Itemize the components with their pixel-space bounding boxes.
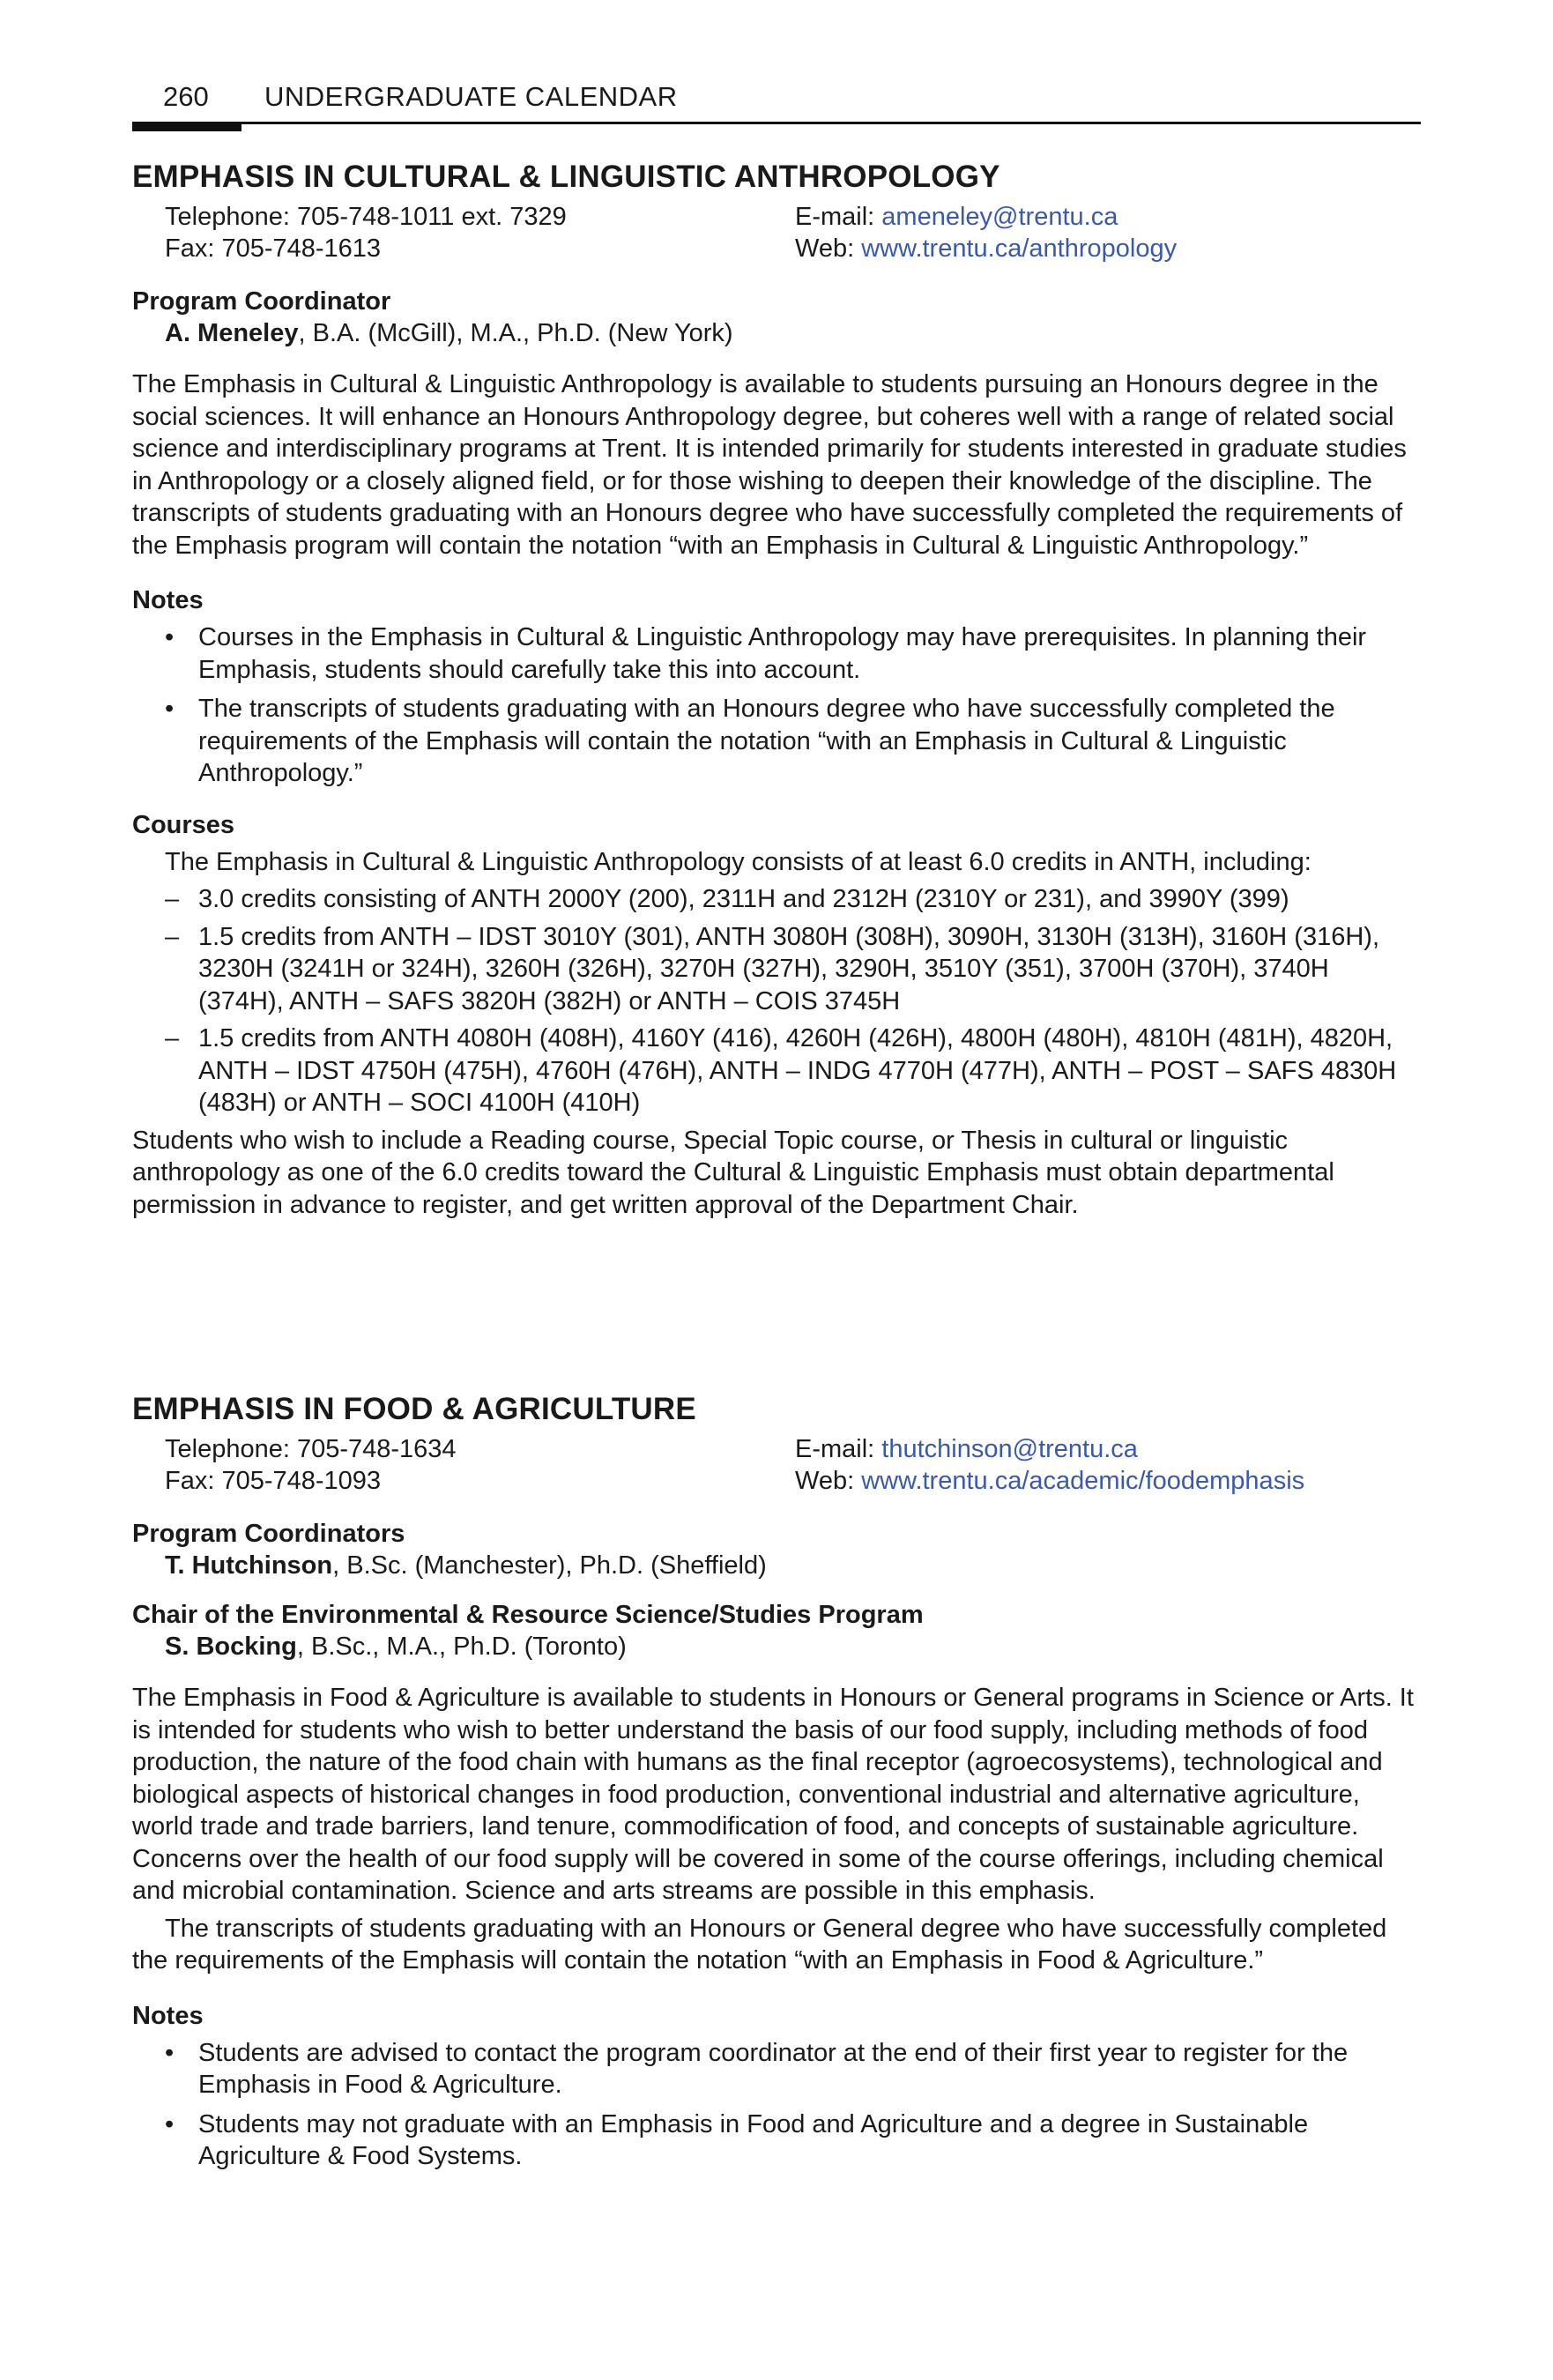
chair-entry xyxy=(132,1631,1421,1662)
courses-heading: Courses xyxy=(132,810,235,839)
notes-list xyxy=(132,2037,1421,2173)
email-link[interactable]: ameneley@trentu.ca xyxy=(881,203,1118,231)
web-label: Web: xyxy=(795,234,862,263)
fax: Fax: 705-748-1613 xyxy=(165,234,382,263)
web-label: Web: xyxy=(795,1467,862,1495)
note-text: Students are advised to contact the program coordinator at the end of their first year to register for the Emphasis in Food & Agriculture. xyxy=(198,2038,1349,2099)
web-line xyxy=(795,1465,1304,1497)
email-line xyxy=(795,1433,1304,1465)
bullet-icon: • xyxy=(165,2038,175,2067)
running-header xyxy=(132,81,1421,134)
courses-intro: The Emphasis in Cultural & Linguistic Anthropology consists of at least 6.0 credits in ANTH, including: xyxy=(165,847,1312,876)
chair-heading: Chair of the Environmental & Resource Science/Studies Program xyxy=(132,1601,924,1629)
contact-block xyxy=(132,201,1421,268)
transcript-paragraph: The transcripts of students graduating with an Honours or General degree who have successfully completed the requirements of the Emphasis will contain the notation “with an Emphasis in Food & Agriculture.” xyxy=(132,1914,1387,1975)
header-rule-accent xyxy=(132,122,241,131)
coordinator-name: A. Meneley xyxy=(165,319,299,347)
dash-icon: – xyxy=(165,1024,180,1052)
list-item xyxy=(132,1023,1421,1119)
page-number: 260 xyxy=(163,81,209,112)
coordinator-entry xyxy=(132,317,1421,349)
list-item xyxy=(132,693,1421,790)
fax: Fax: 705-748-1093 xyxy=(165,1467,382,1495)
dash-icon: – xyxy=(165,885,180,913)
coordinator-credentials: , B.A. (McGill), M.A., Ph.D. (New York) xyxy=(298,319,733,347)
dash-icon: – xyxy=(165,922,180,951)
courses-list xyxy=(132,883,1421,1119)
coordinator-name: T. Hutchinson xyxy=(165,1551,333,1580)
note-text: Courses in the Emphasis in Cultural & Linguistic Anthropology may have prerequisites. In planning their Emphasis, students should carefully take this into account. xyxy=(198,623,1367,684)
section-food-agriculture xyxy=(132,1391,1421,2180)
telephone: Telephone: 705-748-1634 xyxy=(165,1435,457,1463)
course-text: 1.5 credits from ANTH – IDST 3010Y (301), ANTH 3080H (308H), 3090H, 3130H (313H), 3160H (316H), 3230H (3241H or 324H), 3260H (326H), 3270H (327H), 3290H, 3510Y (351), 3700H (370H), 3740H (374H), ANTH – SAFS 3820H (382H) or ANTH – COIS 3745H xyxy=(198,922,1380,1015)
coordinator-credentials: , B.Sc. (Manchester), Ph.D. (Sheffield) xyxy=(332,1551,767,1580)
contact-block xyxy=(132,1433,1421,1500)
coordinator-entry xyxy=(132,1550,1421,1581)
bullet-icon: • xyxy=(165,2109,175,2138)
closing-paragraph: Students who wish to include a Reading course, Special Topic course, or Thesis in cultural or linguistic anthropology as one of the 6.0 credits toward the Cultural & Linguistic Emphasis must obtain departmental permission in advance to register, and get written approval of the Department Chair. xyxy=(132,1126,1334,1219)
email-link[interactable]: thutchinson@trentu.ca xyxy=(881,1435,1138,1463)
list-item xyxy=(132,621,1421,686)
email-line xyxy=(795,201,1177,233)
coordinator-heading: Program Coordinator xyxy=(132,287,391,316)
notes-list xyxy=(132,621,1421,790)
coordinators-heading: Program Coordinators xyxy=(132,1520,405,1548)
bullet-icon: • xyxy=(165,695,175,723)
list-item xyxy=(132,921,1421,1018)
note-text: Students may not graduate with an Emphasis in Food and Agriculture and a degree in Sustainable Agriculture & Food Systems. xyxy=(198,2109,1309,2170)
web-link[interactable]: www.trentu.ca/academic/foodemphasis xyxy=(861,1467,1305,1495)
bullet-icon: • xyxy=(165,623,175,651)
intro-paragraph: The Emphasis in Cultural & Linguistic Anthropology is available to students pursuing an Honours degree in the social sciences. It will enhance an Honours Anthropology degree, but coheres well with a range of related social science and interdisciplinary programs at Trent. It is intended primarily for students interested in graduate studies in Anthropology or a closely aligned field, or for those wishing to deepen their knowledge of the discipline. The transcripts of students graduating with an Honours degree who have successfully completed the requirements of the Emphasis program will contain the notation “with an Emphasis in Cultural & Linguistic Anthropology.” xyxy=(132,370,1407,560)
section-title: EMPHASIS IN FOOD & AGRICULTURE xyxy=(132,1392,696,1426)
notes-heading: Notes xyxy=(132,586,204,614)
chair-credentials: , B.Sc., M.A., Ph.D. (Toronto) xyxy=(296,1633,627,1661)
note-text: The transcripts of students graduating with an Honours degree who have successfully completed the requirements of the Emphasis will contain the notation “with an Emphasis in Cultural & Linguistic Anthropology.” xyxy=(198,695,1335,787)
course-text: 3.0 credits consisting of ANTH 2000Y (200), 2311H and 2312H (2310Y or 231), and 3990Y (399) xyxy=(198,885,1289,913)
section-cultural-linguistic-anthropology xyxy=(132,159,1421,1221)
email-label: E-mail: xyxy=(795,1435,882,1463)
email-label: E-mail: xyxy=(795,203,882,231)
list-item xyxy=(132,2037,1421,2101)
intro-paragraph: The Emphasis in Food & Agriculture is available to students in Honours or General programs in Science or Arts. It is intended for students who wish to better understand the basis of our food supply, including methods of food production, the nature of the food chain with humans as the final receptor (agroecosystems), technological and biological aspects of historical changes in food production, conventional industrial and alternative agriculture, world trade and trade barriers, land tenure, commodification of food, and concepts of sustainable agriculture. Concerns over the health of our food supply will be covered in some of the course offerings, including chemical and microbial contamination. Science and arts streams are possible in this emphasis. xyxy=(132,1684,1414,1905)
web-line xyxy=(795,233,1177,264)
telephone: Telephone: 705-748-1011 ext. 7329 xyxy=(165,203,567,231)
web-link[interactable]: www.trentu.ca/anthropology xyxy=(861,234,1178,263)
list-item xyxy=(132,883,1421,916)
notes-heading: Notes xyxy=(132,2001,204,2030)
chair-name: S. Bocking xyxy=(165,1633,297,1661)
section-title: EMPHASIS IN CULTURAL & LINGUISTIC ANTHROPOLOGY xyxy=(132,160,1000,194)
list-item xyxy=(132,2109,1421,2173)
header-rule xyxy=(132,122,1421,124)
course-text: 1.5 credits from ANTH 4080H (408H), 4160Y (416), 4260H (426H), 4800H (480H), 4810H (481H), 4820H, ANTH – IDST 4750H (475H), 4760H (476H), ANTH – INDG 4770H (477H), ANTH – POST – SAFS 4830H (483H) or ANTH – SOCI 4100H (410H) xyxy=(198,1024,1397,1117)
running-title: UNDERGRADUATE CALENDAR xyxy=(264,81,678,112)
